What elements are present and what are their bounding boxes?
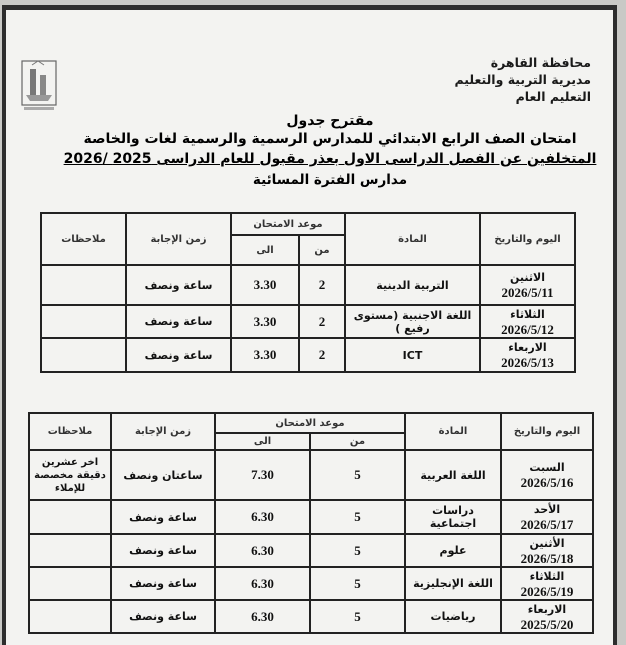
col-day-date: اليوم والتاريخ [501, 413, 593, 450]
row-from: 5 [310, 600, 405, 633]
col-day-date: اليوم والتاريخ [480, 213, 575, 265]
row-day: الاربعاء [527, 602, 567, 616]
row-to: 6.30 [215, 534, 310, 567]
row-day: الاربعاء [508, 341, 547, 354]
col-from: من [310, 433, 405, 450]
col-subject: المادة [405, 413, 501, 450]
row-from: 5 [310, 450, 405, 500]
row-from: 5 [310, 500, 405, 534]
row-day: السبت [529, 461, 565, 474]
col-to: الى [215, 433, 310, 450]
row-subject: دراسات اجتماعية [405, 500, 501, 534]
header-department: التعليم العام [515, 89, 591, 104]
row-duration: ساعة ونصف [111, 567, 215, 600]
row-day: الثلاثاء [529, 569, 565, 583]
header-directorate: مديرية التربية والتعليم [454, 72, 591, 87]
row-date: 2026/5/18 [520, 550, 574, 566]
row-date: 2026/5/17 [520, 517, 574, 532]
row-to: 6.30 [215, 600, 310, 633]
row-notes [29, 500, 111, 534]
row-subject: اللغة الإنجليزية [405, 567, 501, 600]
row-notes [41, 338, 126, 372]
row-day: الأحد [533, 503, 561, 516]
row-date: 2026/5/11 [501, 285, 554, 300]
col-from: من [299, 235, 345, 265]
row-to: 3.30 [231, 305, 299, 338]
title-exam: امتحان الصف الرابع الابتدائي للمدارس الرسمية والرسمية لغات والخاصة [83, 131, 577, 147]
header-governorate: محافظة القاهرة [490, 55, 591, 70]
row-notes [29, 534, 111, 567]
row-notes [41, 305, 126, 338]
col-subject: المادة [345, 213, 480, 265]
title-proposal: مقترح جدول [286, 113, 374, 129]
row-from: 2 [299, 265, 345, 305]
row-notes [41, 265, 126, 305]
row-duration: ساعة ونصف [126, 265, 231, 305]
row-duration: ساعة ونصف [126, 338, 231, 372]
col-duration: زمن الإجابة [126, 213, 231, 265]
row-subject: رياضيات [405, 600, 501, 633]
table-row [29, 450, 593, 500]
row-from: 5 [310, 567, 405, 600]
table-row [41, 265, 575, 305]
exam-table-2 [28, 412, 594, 634]
col-notes: ملاحظات [41, 213, 126, 265]
row-subject: علوم [405, 534, 501, 567]
ministry-logo-icon [18, 55, 60, 115]
row-to: 6.30 [215, 567, 310, 600]
row-from: 2 [299, 338, 345, 372]
table-row [29, 600, 593, 633]
col-exam-time: موعد الامتحان [215, 413, 405, 433]
row-day: الثلاثاء [510, 307, 545, 321]
row-day: الأثنين [529, 536, 565, 550]
row-duration: ساعة ونصف [111, 500, 215, 534]
row-subject: ICT [345, 338, 480, 372]
row-duration: ساعة ونصف [111, 600, 215, 633]
row-date: 2025/5/20 [520, 616, 574, 632]
row-duration: ساعة ونصف [126, 305, 231, 338]
row-date: 2026/5/12 [501, 321, 554, 337]
table-row [41, 338, 575, 372]
row-date: 2026/5/13 [501, 355, 554, 370]
col-notes: ملاحظات [29, 413, 111, 450]
row-subject: التربية الدينية [345, 265, 480, 305]
row-to: 6.30 [215, 500, 310, 534]
table-row [29, 534, 593, 567]
table-row [29, 500, 593, 534]
row-subject: اللغة الاجنبية (مستوى رفيع ) [345, 305, 480, 338]
title-term: المتخلفين عن الفصل الدراسى الاول بعذر مقبول للعام الدراسى 2025 /2026 [63, 151, 597, 167]
col-exam-time: موعد الامتحان [231, 213, 345, 235]
row-date: 2026/5/16 [520, 475, 574, 490]
title-schools: مدارس الفترة المسائية [252, 172, 408, 188]
row-to: 7.30 [215, 450, 310, 500]
row-day: الاثنين [510, 271, 545, 284]
row-duration: ساعة ونصف [111, 534, 215, 567]
row-notes [29, 600, 111, 633]
table-row [41, 305, 575, 338]
exam-table-1 [40, 212, 576, 373]
table-row [29, 567, 593, 600]
col-to: الى [231, 235, 299, 265]
row-from: 2 [299, 305, 345, 338]
row-date: 2026/5/19 [520, 583, 574, 599]
row-subject: اللغة العربية [405, 450, 501, 500]
row-notes [29, 567, 111, 600]
row-to: 3.30 [231, 265, 299, 305]
row-notes: اخر عشرين دقيقة مخصصة للإملاء [29, 450, 111, 500]
directorate-header [454, 54, 591, 105]
row-from: 5 [310, 534, 405, 567]
row-duration: ساعتان ونصف [111, 450, 215, 500]
col-duration: زمن الإجابة [111, 413, 215, 450]
row-to: 3.30 [231, 338, 299, 372]
